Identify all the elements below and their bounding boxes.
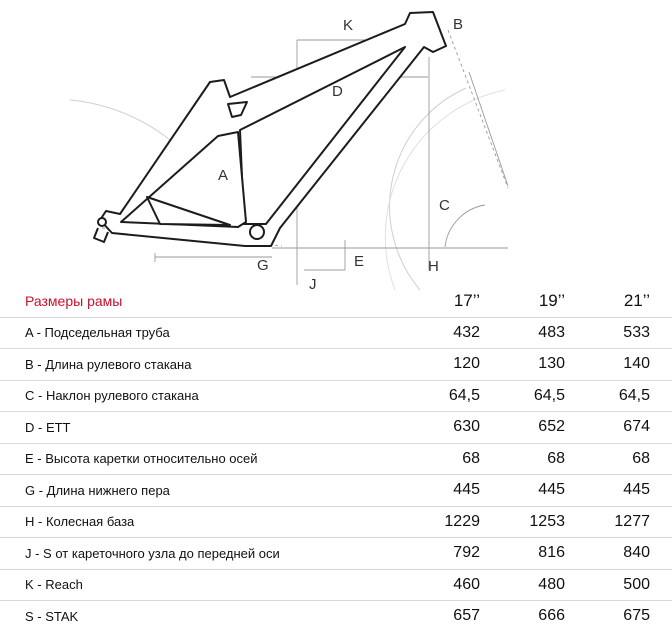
table-header-row (0, 286, 672, 317)
table-title: Размеры рамы (25, 293, 123, 310)
label-g: G (257, 257, 269, 274)
label-a: A (218, 167, 229, 184)
row-value-size-2: 1277 (614, 512, 650, 530)
row-value-size-1: 652 (538, 418, 565, 436)
table-row (0, 538, 672, 570)
row-value-size-0: 792 (453, 544, 480, 562)
row-name: D - ETT (25, 419, 71, 435)
row-value-size-1: 1253 (529, 512, 565, 530)
row-value-size-1: 64,5 (533, 386, 565, 404)
row-value-size-2: 64,5 (618, 386, 650, 404)
row-value-size-1: 816 (538, 544, 565, 562)
frame-geometry-diagram (0, 0, 626, 293)
row-value-size-2: 445 (623, 481, 650, 499)
row-value-size-1: 666 (538, 607, 565, 625)
row-value-size-1: 483 (538, 323, 565, 341)
row-value-size-2: 533 (623, 323, 650, 341)
table-row (0, 443, 672, 475)
row-value-size-0: 64,5 (448, 386, 480, 404)
row-value-size-1: 68 (547, 449, 565, 467)
row-value-size-1: 445 (538, 481, 565, 499)
bike-frame (94, 12, 446, 246)
row-value-size-2: 674 (623, 418, 650, 436)
table-row (0, 475, 672, 507)
row-name: A - Подседельная труба (25, 325, 170, 341)
row-value-size-0: 445 (453, 481, 480, 499)
row-value-size-0: 460 (453, 575, 480, 593)
table-row (0, 380, 672, 412)
label-d: D (332, 83, 343, 100)
label-j: J (309, 276, 317, 293)
table-row (0, 349, 672, 381)
row-value-size-0: 630 (453, 418, 480, 436)
front-wheel-outer (385, 90, 505, 290)
row-name: E - Высота каретки относительно осей (25, 451, 258, 467)
table-row (0, 569, 672, 601)
row-value-size-2: 500 (623, 575, 650, 593)
row-value-size-1: 480 (538, 575, 565, 593)
row-value-size-0: 1229 (444, 512, 480, 530)
label-e: E (354, 253, 365, 270)
table-row (0, 601, 672, 632)
size-19-header: 19’’ (538, 291, 565, 311)
row-value-size-0: 120 (453, 355, 480, 373)
row-value-size-2: 840 (623, 544, 650, 562)
row-name: H - Колесная база (25, 514, 135, 530)
row-name: B - Длина рулевого стакана (25, 356, 192, 372)
size-17-header: 17’’ (453, 291, 480, 311)
table-row (0, 506, 672, 538)
row-value-size-0: 432 (453, 323, 480, 341)
label-c: C (439, 197, 450, 214)
row-value-size-1: 130 (538, 355, 565, 373)
label-k: K (343, 17, 354, 34)
table-row (0, 317, 672, 349)
table-row (0, 412, 672, 444)
row-name: G - Длина нижнего пера (25, 482, 170, 498)
row-value-size-2: 675 (623, 607, 650, 625)
row-value-size-0: 657 (453, 607, 480, 625)
label-b: B (453, 16, 464, 33)
row-name: S - STAK (25, 608, 79, 624)
row-value-size-2: 68 (632, 449, 650, 467)
frame-size-table (0, 286, 672, 632)
row-value-size-0: 68 (462, 449, 480, 467)
label-h: H (428, 258, 439, 275)
row-name: K - Reach (25, 577, 83, 593)
row-name: C - Наклон рулевого стакана (25, 388, 199, 404)
row-value-size-2: 140 (623, 355, 650, 373)
size-21-header: 21’’ (623, 291, 650, 311)
row-name: J - S от кареточного узла до передней оси (25, 545, 280, 561)
